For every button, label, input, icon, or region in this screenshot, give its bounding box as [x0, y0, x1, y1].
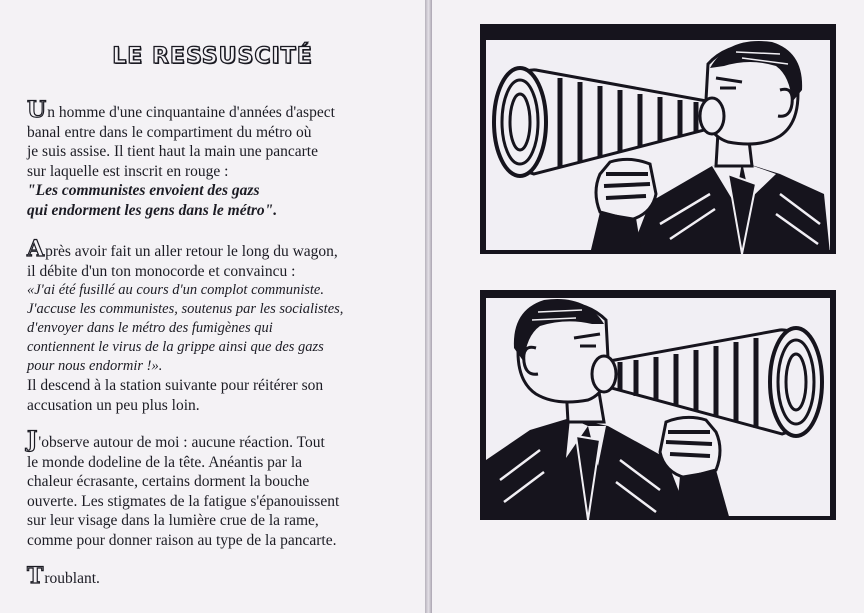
sign-quote-line: "Les communistes envoient des gazs: [27, 182, 260, 199]
text-line: près avoir fait un aller retour le long du wagon,: [45, 243, 338, 260]
dropcap-1: U: [27, 97, 47, 123]
text-line: chaleur écrasante, certains dorment la bouche: [27, 473, 310, 490]
speech-quote-line: contiennent le virus de la grippe ainsi que des gazs: [27, 339, 324, 355]
paragraph-1: [27, 97, 402, 220]
paragraph-4: [27, 563, 402, 589]
text-line: ouverte. Les stigmates de la fatigue s'épanouissent: [27, 492, 340, 510]
illustration-top: [480, 24, 836, 254]
dropcap-4: T: [27, 563, 44, 589]
speech-quote-line: «J'ai été fusillé au cours d'un complot communiste.: [27, 282, 324, 298]
text-line: 'observe autour de moi : aucune réaction. Tout: [38, 434, 325, 451]
dropcap-3: J: [27, 427, 38, 453]
text-line: le monde dodeline de la tête. Anéantis par la: [27, 453, 303, 471]
speech-quote-line: J'accuse les communistes, soutenus par les socialistes,: [27, 301, 344, 317]
left-page: [0, 0, 425, 613]
text-line: je suis assise. Il tient haut la main une pancarte: [27, 143, 318, 160]
text-line: sur laquelle est inscrit en rouge :: [27, 162, 229, 180]
illustration-bottom: [480, 290, 836, 520]
closing-word: roublant.: [44, 570, 100, 587]
sign-quote-line: qui endorment les gens dans le métro".: [27, 201, 278, 219]
page-title: LE RESSUSCITÉ: [112, 44, 313, 69]
speech-quote-line: pour nous endormir !».: [27, 358, 163, 374]
text-line: il débite d'un ton monocorde et convaincu :: [27, 262, 296, 280]
dropcap-2: A: [27, 236, 45, 262]
book-gutter: [425, 0, 432, 613]
right-page: [432, 0, 864, 613]
text-line: n homme d'une cinquantaine d'années d'aspect: [47, 104, 335, 121]
speech-quote-line: d'envoyer dans le métro des fumigènes qui: [27, 320, 273, 336]
text-line: sur leur visage dans la lumière crue de la rame,: [27, 512, 319, 529]
text-line: comme pour donner raison au type de la pancarte.: [27, 531, 337, 549]
text-line: accusation un peu plus loin.: [27, 396, 200, 414]
paragraph-3: [27, 427, 402, 550]
text-line: banal entre dans le compartiment du métro où: [27, 123, 312, 141]
paragraph-2: [27, 236, 402, 415]
text-line: Il descend à la station suivante pour réitérer son: [27, 377, 324, 394]
